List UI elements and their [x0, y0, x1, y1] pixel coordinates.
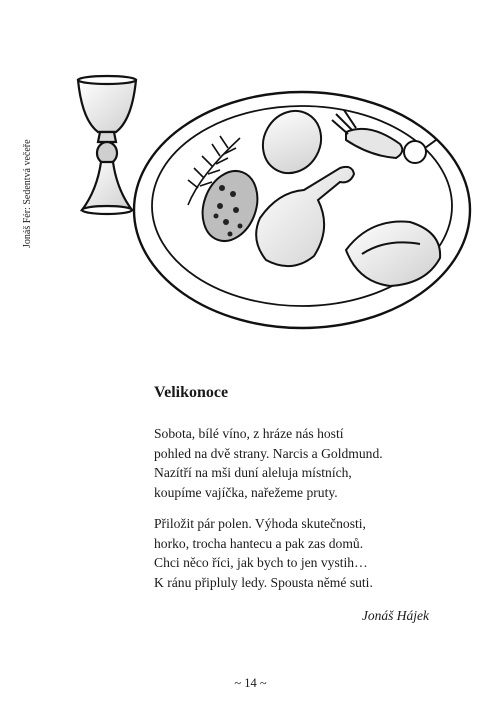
- wine-cup-icon: [78, 76, 136, 214]
- stanza-line: horko, trocha hantecu a pak zas domů.: [154, 535, 364, 551]
- side-caption: Jonáš Fér: Sedentvá večeře: [22, 139, 33, 248]
- stanza-1: [154, 424, 383, 502]
- stanza-2: [154, 514, 373, 592]
- page-number: ~ 14 ~: [234, 676, 267, 690]
- poem-author: Jonáš Hájek: [361, 608, 429, 623]
- stanza-line: Sobota, bílé víno, z hráze nás hostí: [154, 426, 344, 441]
- stanza-line: K ránu připluly ledy. Spousta němé suti.: [154, 574, 373, 590]
- stanza-line: Přiložit pár polen. Výhoda skutečnosti,: [154, 516, 366, 531]
- seder-plate-illustration: [70, 60, 480, 340]
- poem-title: Velikonoce: [154, 384, 229, 401]
- stanza-line: koupíme vajíčka, nařežeme pruty.: [154, 484, 338, 500]
- stanza-line: Nazítří na mši duní aleluja místních,: [154, 465, 352, 480]
- stanza-line: pohled na dvě strany. Narcis a Goldmund.: [154, 445, 383, 461]
- stanza-line: Chci něco říci, jak bych to jen vystih…: [154, 555, 368, 570]
